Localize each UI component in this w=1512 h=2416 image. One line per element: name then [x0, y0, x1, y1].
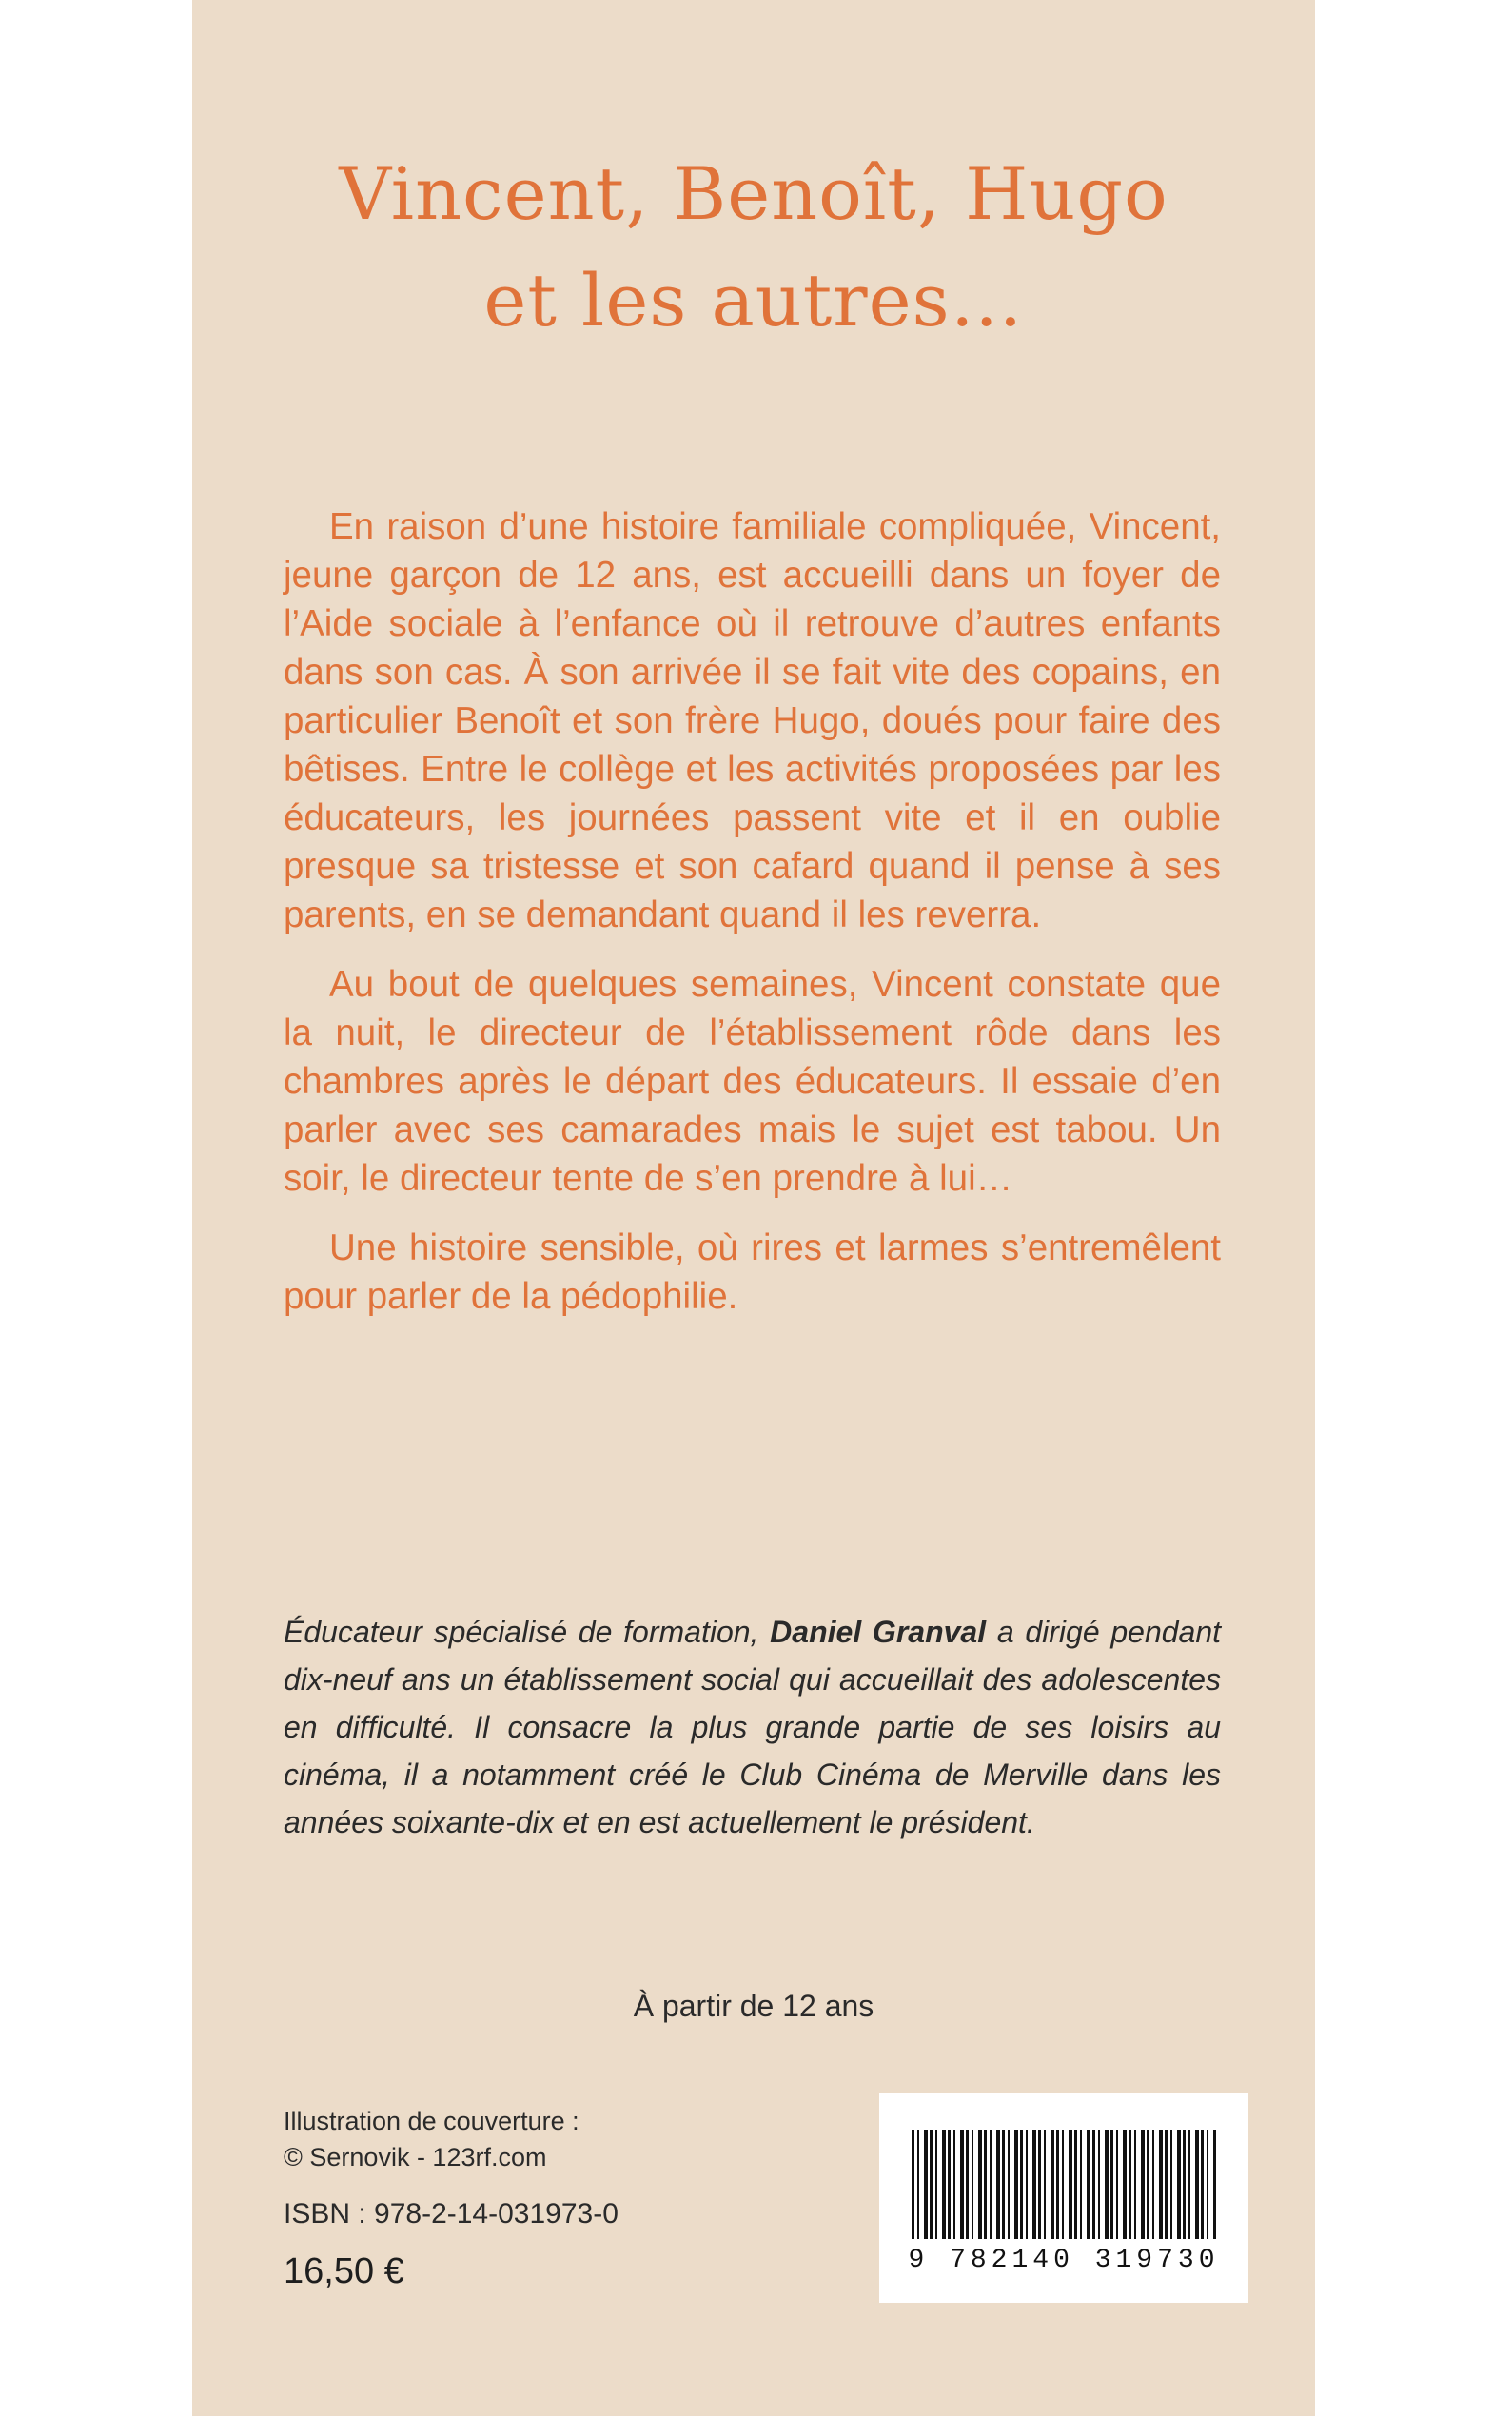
illustration-credit [284, 2103, 579, 2175]
barcode-digits: 9 782140 319730 [908, 2246, 1220, 2275]
synopsis [284, 502, 1221, 1342]
synopsis-paragraph-3: Une histoire sensible, où rires et larmes s’entremêlent pour parler de la pédophilie. [284, 1228, 1221, 1317]
title-line-2: et les autres… [483, 258, 1024, 343]
credit-line-1: Illustration de couverture : [284, 2107, 579, 2135]
bio-body: a dirigé pendant dix-neuf ans un établissement social qui accueillait des adolescentes en difficulté. Il consacre la plus grande partie de ses loisirs au cinéma, il a notamment créé le Club Cinéma de Merville dans les années soixante-dix et en est actuellement le président. [284, 1615, 1222, 1839]
author-bio [284, 1608, 1221, 1846]
synopsis-paragraph-1: En raison d’une histoire familiale compliquée, Vincent, jeune garçon de 12 ans, est accueilli dans un foyer de l’Aide sociale à l’enfance où il retrouve d’autres enfants dans son cas. À son arrivée il se fait vite des copains, en particulier Benoît et son frère Hugo, doués pour faire des bêtises. Entre le collège et les activités proposées par les éducateurs, les journées passent vite et il en oublie presque sa tristesse et son cafard quand il pense à ses parents, en se demandant quand il les reverra. [284, 506, 1221, 935]
barcode [879, 2093, 1248, 2303]
credit-line-2: © Sernovik - 123rf.com [284, 2143, 547, 2171]
title-line-1: Vincent, Benoît, Hugo [339, 151, 1168, 236]
author-name: Daniel Granval [770, 1615, 987, 1649]
back-cover [192, 0, 1315, 2416]
book-title [192, 141, 1315, 354]
isbn: ISBN : 978-2-14-031973-0 [284, 2198, 619, 2229]
price: 16,50 € [284, 2251, 404, 2291]
age-recommendation: À partir de 12 ans [633, 1989, 874, 2023]
bio-intro: Éducateur spécialisé de formation, [284, 1615, 771, 1649]
barcode-bars [912, 2130, 1216, 2239]
synopsis-paragraph-2: Au bout de quelques semaines, Vincent constate que la nuit, le directeur de l’établissement rôde dans les chambres après le départ des éducateurs. Il essaie d’en parler avec ses camarades mais le sujet est tabou. Un soir, le directeur tente de s’en prendre à lui… [284, 964, 1221, 1199]
